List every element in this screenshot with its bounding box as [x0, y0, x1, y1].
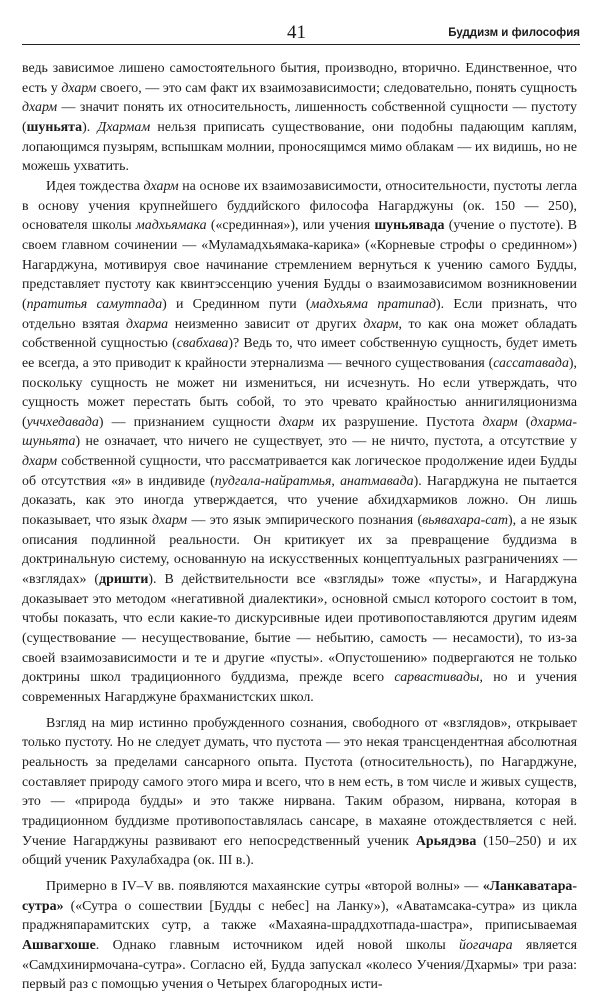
- text-run: (150–250) и их общий ученик Рахулабхадра (ок. III в.).: [22, 833, 577, 869]
- italic-term: свабхава: [176, 336, 229, 352]
- text-run: ), поскольку сущность не может ни измениться, ни исчезнуть. Но если утверждать, что сущность может перестать быть собой, то это чревато крайностью аннигиляционизма (: [22, 355, 577, 430]
- italic-term: дхарм: [143, 178, 179, 194]
- text-run: неизменно зависит от других: [168, 316, 364, 332]
- bold-term: Арьядэва: [415, 833, 477, 849]
- text-run: )? Ведь то, что имеет собственную сущность, будет иметь ее всегда, а это приводит к крайности этернализма — вечного существования (: [22, 336, 577, 371]
- text-run: ,: [331, 473, 341, 489]
- italic-term: дхарм: [278, 414, 314, 430]
- text-run: ). Если признать, что отдельно взятая: [22, 296, 577, 332]
- text-run: ведь зависимое лишено самостоятельного бытия, производно, вторично. Единственное, что есть у: [22, 61, 577, 96]
- italic-term: пратитья самутпада: [26, 296, 163, 312]
- text-run: на основе их взаимозависимости, относительности, пустоты легла в основу учения крупнейшего буддийского философа Нагарджуны (ок. 150 — 250), основателя школы: [22, 178, 578, 234]
- paragraph-2: [22, 177, 577, 708]
- text-run: (: [517, 414, 531, 430]
- italic-term: дхарма: [126, 316, 169, 332]
- italic-term: дхарм: [22, 100, 58, 116]
- running-title: Буддизм и философия: [448, 27, 580, 39]
- paragraph-1: [22, 59, 577, 177]
- italic-term: дхарм: [482, 414, 518, 430]
- text-run: является «Самдхинирмочана-сутра». Согласно ей, Будда запускал «колесо Учения/Дхармы» три раза: первый раз с помощью учения о Четырех благородных исти-: [22, 937, 577, 993]
- italic-term: уччхедавада: [26, 414, 99, 430]
- italic-term: дхарм: [61, 80, 97, 96]
- text-run: ). Нагарджуна не пытается доказать, как это иногда утверждается, что учение абхидхармиков ложно. Он лишь показывает, что язык: [22, 473, 577, 529]
- text-run: , то как она может обладать собственной сущностью (: [22, 316, 578, 352]
- italic-term: дхарм: [363, 316, 399, 332]
- bold-term: шуньявада: [374, 218, 445, 234]
- paragraph-3: [22, 714, 577, 871]
- bold-term: шуньята: [26, 119, 83, 135]
- italic-term: вьявахара-сат: [422, 513, 509, 529]
- bold-term: дришти: [99, 572, 149, 588]
- italic-term: мадхьямака: [135, 218, 207, 234]
- text-run: ) не означает, что ничего не существует, это — не ничто, пустота, а отсутствие у: [75, 434, 577, 450]
- text-run: («срединная»), или учения: [206, 218, 375, 234]
- text-run: ). В действительности все «взгляды» тоже «пусты», и Нагарджуна доказывает это методом «негативной диалектики», основной смысл которого состоит в том, чтобы показать, что если какие-то дискурсивные идеи противопоставляются другим идеям (существование — несуществование, бытие — небытию, самость — несамости), то из-за своей взаимозависимости и те и другие «пусты». «Опустошению» подвергаются не только доктрины школ традиционного буддизма, прежде всего: [22, 572, 577, 686]
- italic-term: Дхармам: [97, 119, 151, 135]
- text-run: их разрушение. Пустота: [313, 414, 483, 430]
- text-run: Взгляд на мир истинно пробужденного сознания, свободного от «взглядов», открывает только пустоту. Но не следует думать, что пустота — это некая трансцендентная абсолютная реальность за пределами сансарного опыта. Пустота (относительность), по Нагарджуне, составляет природу самого этого мира и всего, что в нем есть, в том числе и живых существ, это — «природа будды» и это также нирвана. Таким образом, нирвана, которая в традиционном буддизме противопоставлялась сансаре, в махаяне отождествляется с ней. Учение Нагарджуны развивают его непосредственный ученик: [22, 715, 577, 849]
- text-run: , но и учения современных Нагарджуне брахманистских школ.: [22, 670, 577, 705]
- italic-term: дхарма-шуньята: [22, 414, 577, 450]
- text-run: нельзя приписать существование, они подобны падающим каплям, лопающимся пузырям, вспышкам молнии, проносящимся мимо облакам — их видишь, но не можешь ухватить.: [22, 119, 578, 175]
- italic-term: мадхьяма пратипад: [310, 296, 437, 312]
- text-run: («Сутра о сошествии [Будды с небес] на Ланку»), «Аватамсака-сутра» из цикла праджняпарамитских сутр, а также «Махаяна-шраддхотпада-шастра», приписываемая: [22, 898, 577, 934]
- italic-term: дхарм: [152, 513, 188, 529]
- header-rule: [22, 44, 580, 45]
- text-run: (учение о пустоте). В своем главном сочинении — «Муламадхьямака-карика» («Корневые строфы о срединном») Нагарджуна, мотивируя свое начинание стремлением вернуться к учению самого Будды, представляет пустоту как квинтэссенцию учения Будды о взаимозависимом возникновении (: [22, 218, 577, 312]
- text-run: — это язык эмпирического познания (: [187, 513, 423, 529]
- italic-term: сассатавада: [493, 355, 569, 371]
- italic-term: йогачара: [459, 937, 513, 953]
- text-run: . Однако главным источником идей новой школы: [95, 937, 460, 953]
- text-run: ), а не язык описания подлинной реальности. Он критикует их за превращение буддизма в доктринальную систему, основанную на искусственных концептуальных разграничениях — «взглядах» (: [22, 513, 577, 588]
- italic-term: дхарм: [22, 454, 58, 470]
- text-run: ).: [82, 119, 98, 135]
- italic-term: пудгала-найратмья: [214, 473, 332, 489]
- text-run: — значит понять их относительность, лишенность собственной сущности — пустоту (: [22, 100, 577, 135]
- text-run: ) и Срединном пути (: [162, 296, 311, 312]
- text-run: Примерно в IV–V вв. появляются махаянские сутры «второй волны» —: [46, 878, 483, 894]
- text-run: собственной сущности, что рассматривается как логическое продолжение идеи Будды об отсутствия «я» в индивиде (: [22, 454, 577, 489]
- paragraph-4: [22, 877, 577, 995]
- body-text: [22, 59, 577, 995]
- bold-term: «Ланкаватара-сутра»: [22, 878, 577, 914]
- text-run: Идея тождества: [46, 178, 144, 194]
- bold-term: Ашвагхоше: [22, 937, 96, 953]
- page-number: 41: [287, 22, 306, 43]
- italic-term: сарвастивады: [394, 670, 480, 686]
- italic-term: анатмавада: [340, 473, 414, 489]
- text-run: своего, — это сам факт их взаимозависимости; следовательно, понять сущность: [96, 80, 577, 96]
- text-run: ) — признанием сущности: [98, 414, 279, 430]
